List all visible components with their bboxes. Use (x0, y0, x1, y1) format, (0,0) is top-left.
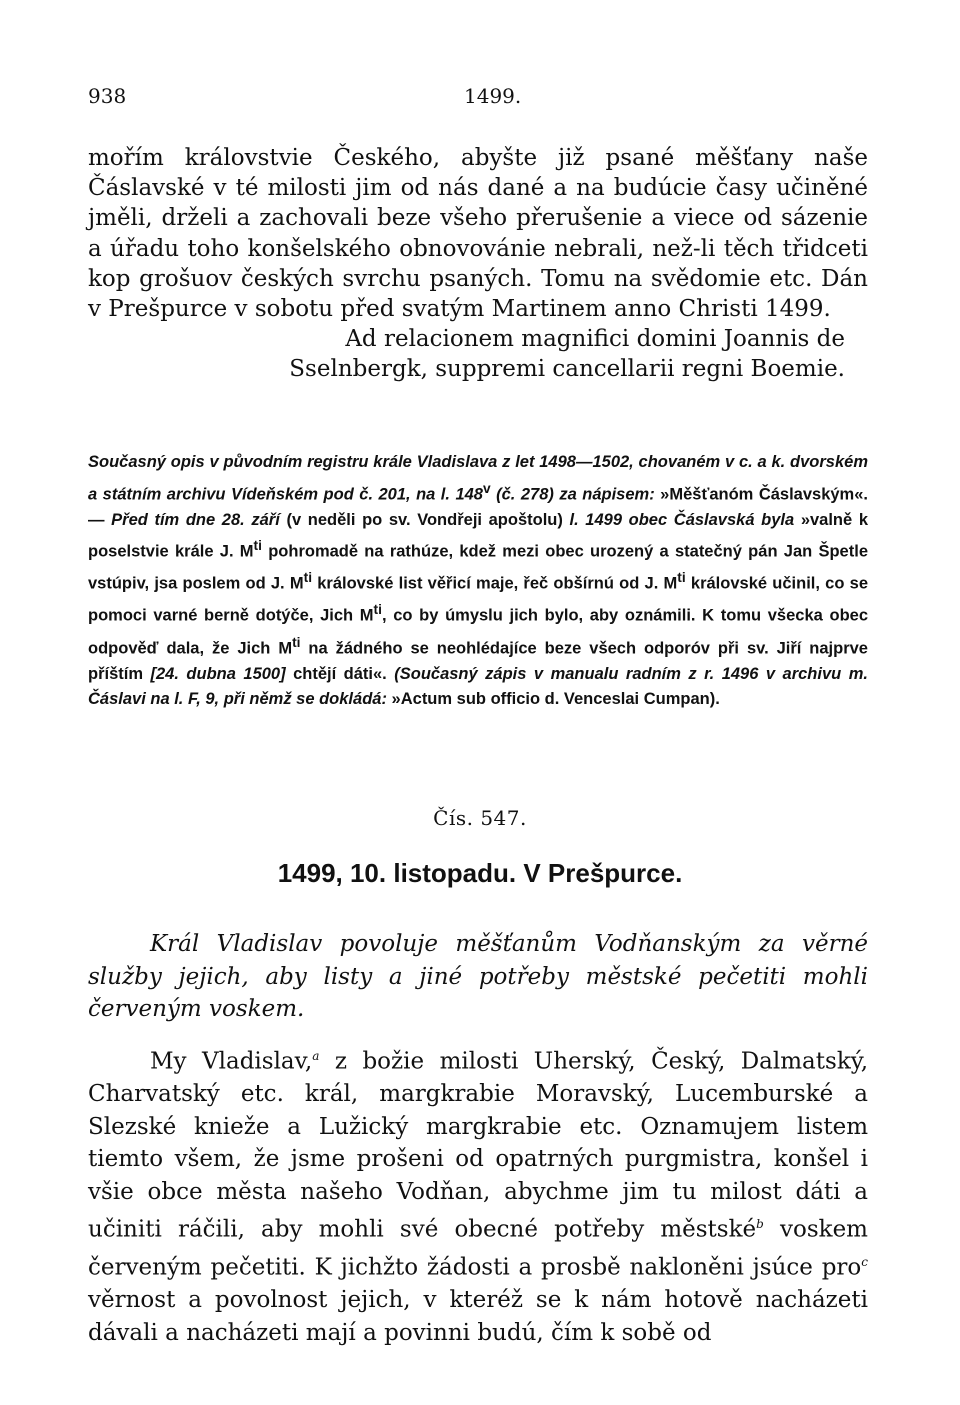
note-text: »Actum sub officio d. Venceslai Cumpan). (391, 690, 720, 709)
ad-relacionem-line-1: Ad relacionem magnifici domini Joannis de (345, 326, 845, 353)
body-text: voskem červeným pečetiti. K jichžto žádosti a prosbě nakloněni jsúce pro (88, 1216, 868, 1281)
page-header (88, 84, 872, 114)
note-text: »Měšťanóm Čáslavským«. — (88, 485, 868, 529)
main-paragraph: mořím královstvie Českého, abyšte již psané měšťany naše Čáslavské v té milosti jim od nás dané a na budúcie časy učiněné jměli, drželi a zachovali beze všeho přerušenie a viece od sázenie a úřadu toho konšelského obnovovánie nebrali, než-li těch třidceti kop grošuov českých svrchu psaných. Tomu na svědomie etc. Dán v Prešpurce v sobotu před svatým Martinem anno Christi 1499. (88, 145, 868, 323)
footnote-marker-c: c (861, 1255, 868, 1270)
note-text: (Současný zápis v manualu radním z r. 1496 v archivu m. Čáslavi na l. F, 9, při němž se dokládá: (88, 664, 868, 709)
footnote-marker-b: b (756, 1217, 764, 1232)
document-body (88, 1040, 868, 1349)
ad-relacionem-line-2: Sselnbergk, suppremi cancellarii regni Boemie. (289, 356, 845, 383)
note-source: Současný opis v původním registru krále Vladislava z let 1498—1502, chovaném v c. a k. dvorském a státním archivu Vídeňském pod č. 201, na l. 148 (88, 453, 868, 504)
note-date: [24. dubna 1500] (150, 664, 286, 683)
document-date-place: 1499, 10. listopadu. V Prešpurce. (277, 858, 683, 888)
note-text: l. 1499 obec Čáslavská byla (569, 510, 795, 529)
body-text: My Vladislav, (150, 1048, 313, 1075)
note-text: (č. 278) za nápisem: (496, 485, 655, 504)
note-sup: ti (677, 570, 686, 586)
note-text: na žádného se neohlédajíce beze všech odporóv při sv. Jiří najprve příštím (88, 639, 868, 683)
note-sup: ti (303, 570, 313, 586)
note-text: (v neděli po sv. Vondřeji apoštolu) (286, 510, 563, 529)
note-text: , co by úmyslu jich bylo, aby oznámili. K tomu všecka obec odpověď dala, že Jich M (88, 606, 868, 658)
document-number: Čís. 547. (433, 806, 527, 830)
note-text: Před tím dne 28. září (111, 510, 280, 529)
note-sup: ti (253, 538, 262, 554)
page-number: 938 (88, 84, 127, 108)
note-sup: v (482, 480, 491, 496)
body-text: z božie milosti Uherský, Český, Dalmatský, Charvatský etc. král, margkrabie Moravský, Lucemburské a Slezské knieže a Lužický margkrabie etc. Oznamujem listem tiemto všem, že jsme prošeni od opatrných purgmistra, konšel i všie obce města našeho Vodňan, abychme jim tu milost dáti a učiniti ráčili, aby mohli své obecné potřeby městské (88, 1048, 869, 1243)
running-head-year: 1499. (464, 84, 522, 108)
note-text: královské list věřicí maje, řeč obšírnú od J. M (317, 574, 678, 593)
footnote-marker-a: a (312, 1049, 320, 1063)
source-note (88, 450, 868, 713)
document-summary: Král Vladislav povoluje měšťanům Vodňanským za věrné služby jejich, aby listy a jiné potřeby městské pečetiti mohli červeným voskem. (88, 931, 868, 1022)
note-text: královské učinil, co se pomoci varné berně dotýče, Jich M (88, 574, 868, 625)
note-text: pohromadě na rathúze, kdež mezi obec urozený a statečný pán Jan Špetle vstúpiv, jsa poslem od J. M (88, 542, 868, 593)
note-sup: ti (373, 602, 382, 618)
note-sup: ti (292, 634, 301, 650)
note-text: chtějí dáti«. (293, 664, 387, 683)
note-text: »valně k poselstvie krále J. M (88, 510, 868, 561)
main-text (88, 143, 868, 385)
body-text: věrnost a povolnost jejich, v kteréž se k nám hotově nacházeti dávali a nacházeti mají a povinni budú, čím k sobě od (88, 1287, 868, 1346)
